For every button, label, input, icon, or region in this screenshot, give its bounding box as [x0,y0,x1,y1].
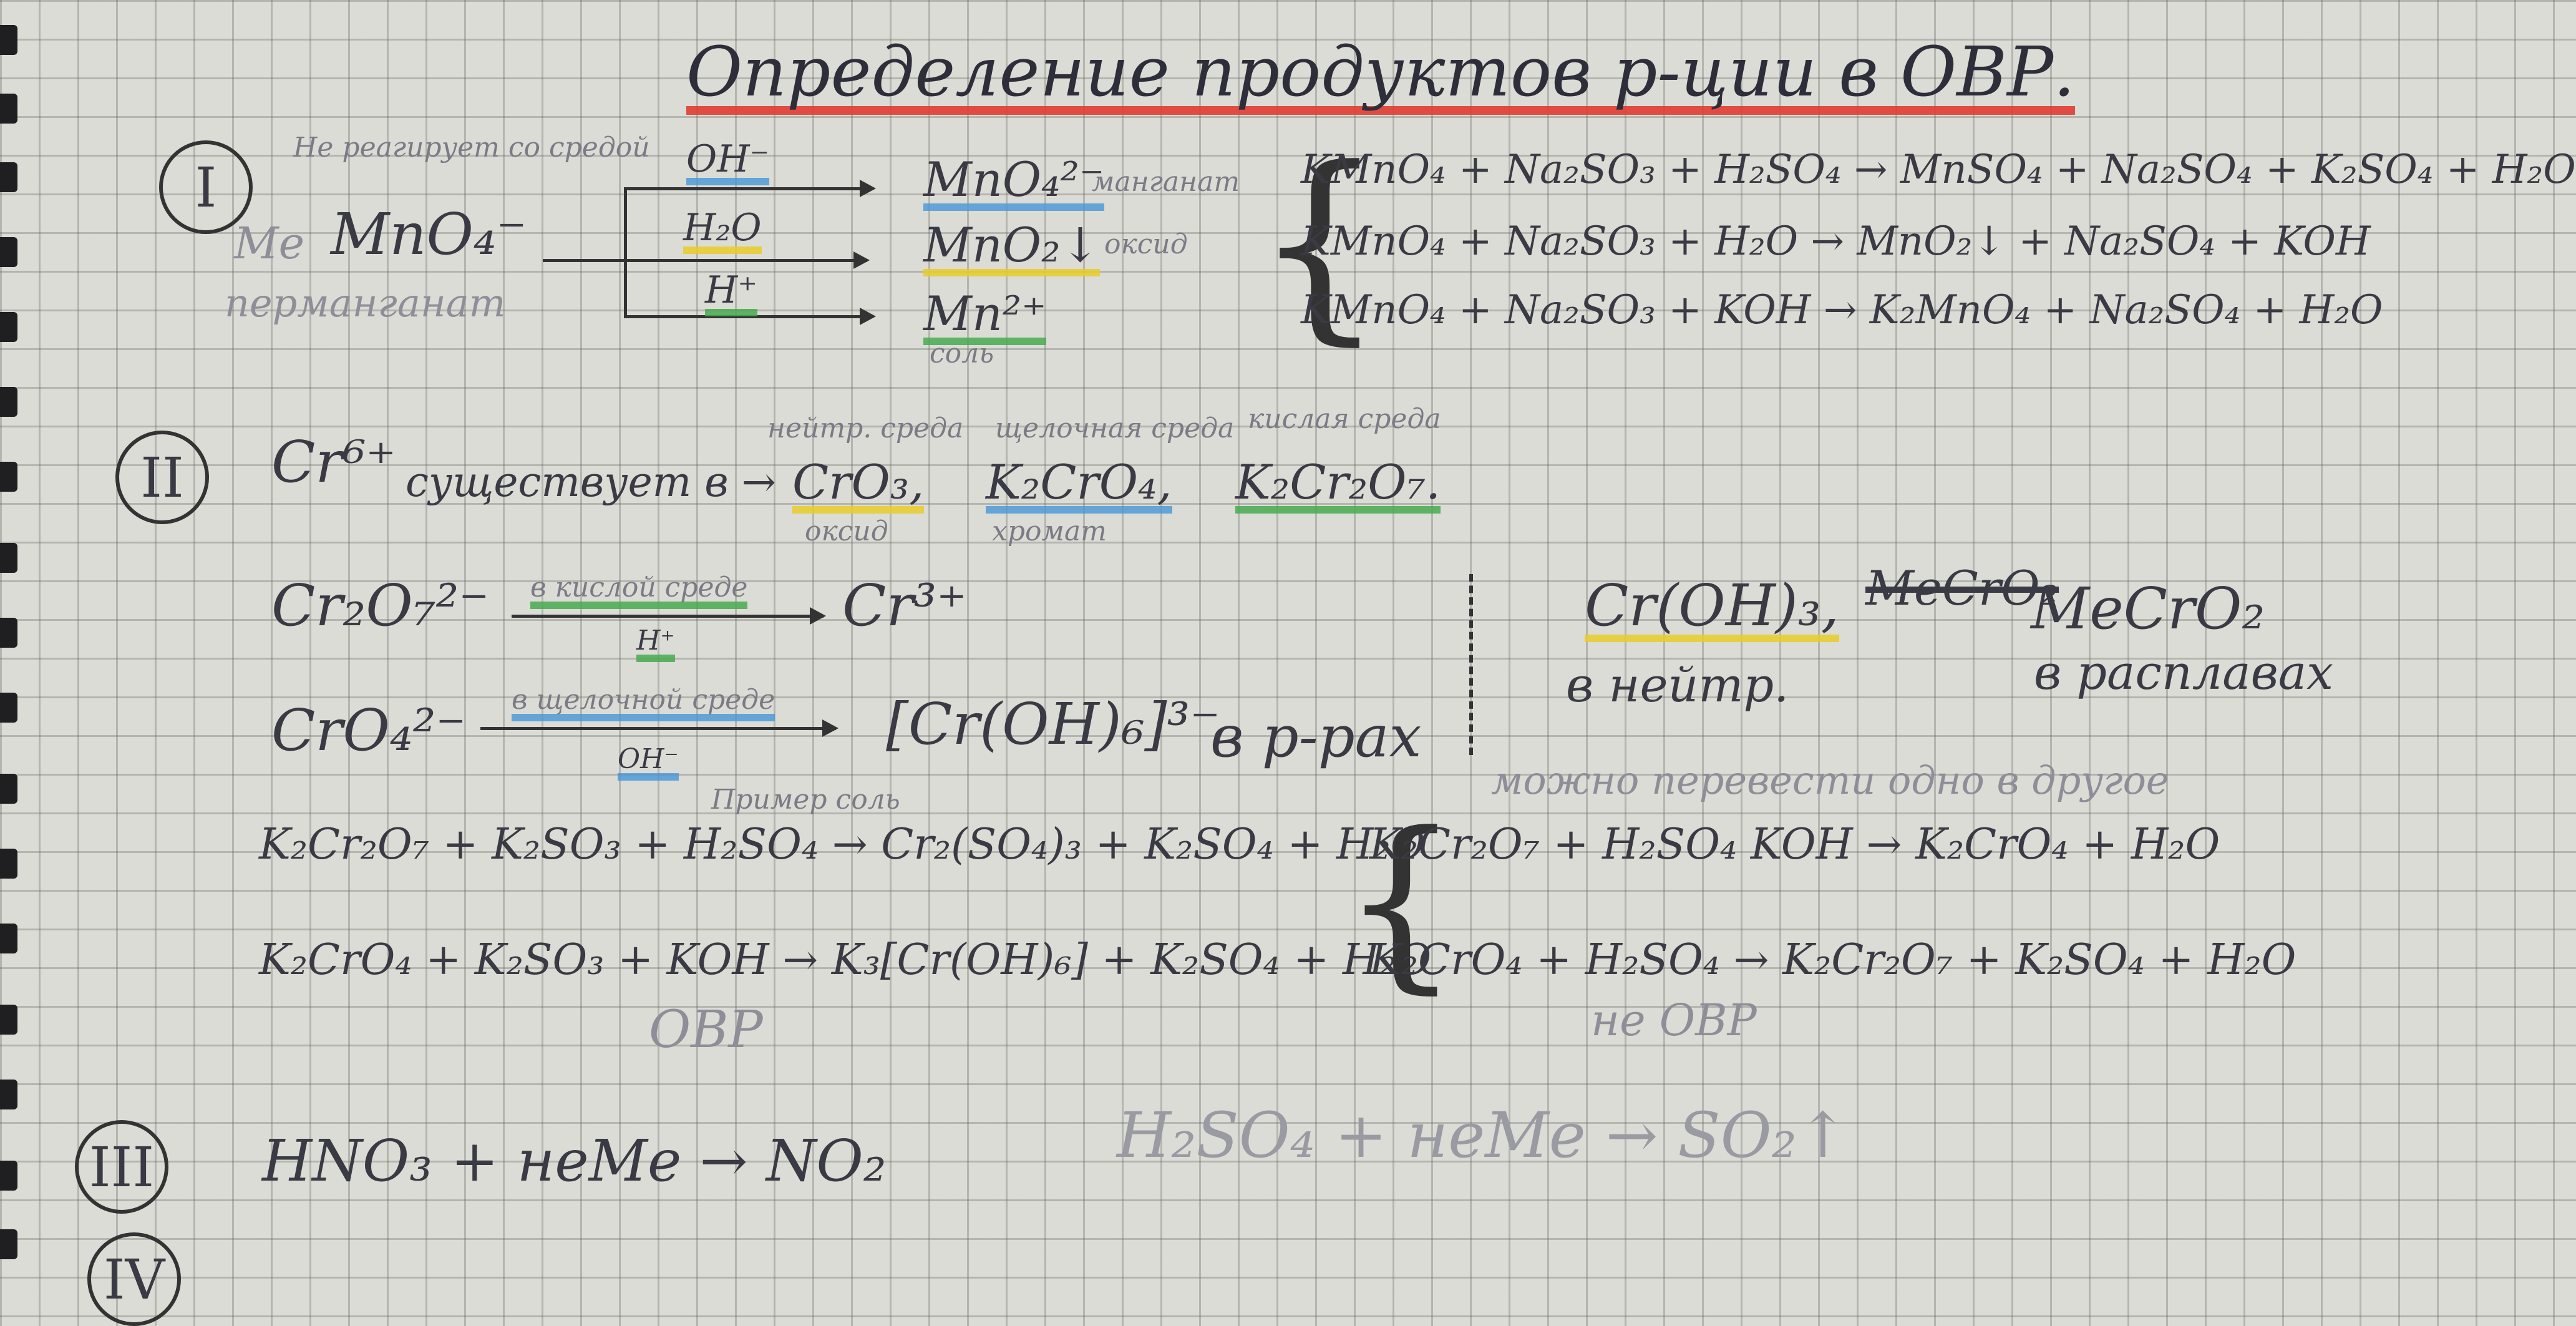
binder-ring [0,618,17,648]
binder-ring [0,237,17,267]
permanganate-name: перманганат [225,280,506,326]
melts-note: в расплавах [2034,645,2333,700]
alkaline-reagent: OH⁻ [618,746,679,781]
binder-ring [0,1005,17,1035]
product-salt-note: соль [930,338,994,369]
equation-2-3: K₂Cr₂O₇ + H₂SO₄ KOH → K₂CrO₄ + H₂O [1369,820,2220,869]
equation-1-1: KMnO₄ + Na₂SO₃ + H₂SO₄ → MnSO₄ + Na₂SO₄ + K₂SO₄ + H₂O [1301,147,2576,193]
binder-ring [0,1080,17,1109]
neutral-note: в нейтр. [1566,657,1789,713]
binder-ring [0,924,17,953]
medium-h2o: H₂O [683,209,762,254]
preparation-note: Пример соль [711,784,900,816]
equation-1-2: KMnO₄ + Na₂SO₃ + H₂O → MnO₂↓ + Na₂SO₄ + KOH [1301,218,2371,265]
struck-formula: MeCrO₂ [1865,560,2059,616]
arrow-reaction-1 [512,615,824,618]
section-3-numeral: III [75,1120,168,1214]
section-1-numeral: I [159,140,253,234]
equation-2-2: K₂CrO₄ + K₂SO₃ + KOH → K₃[Cr(OH)₆] + K₂SO₄ + H₂O [259,935,1432,985]
label-not-ovr: не ОВР [1591,995,1757,1046]
binder-ring [0,94,17,124]
permanganate-formula: MnO₄⁻ [331,201,527,268]
convert-note: можно перевести одно в другое [1491,758,2169,803]
product-manganate-note: манганат [1092,166,1240,198]
medium-oh: OH⁻ [686,140,769,185]
brace-section-1: { [1254,124,1385,363]
cr3-product: Cr³⁺ [842,572,967,639]
exists-text: существует в → [406,458,776,506]
medium-h: H⁺ [705,271,757,316]
hexahydroxo-product: [Cr(OH)₆]³⁻ [886,691,1220,758]
nitric-acid-reaction: HNO₃ + неMe → NO₂ [262,1128,887,1194]
binder-ring [0,25,17,55]
form-2-formula: K₂CrO₄, [986,459,1172,514]
arrow-main [543,259,867,262]
form-3-note-top: кислая среда [1248,403,1441,435]
arrow-branch-oh [624,187,873,190]
chromium-hydroxide: Cr(OH)₃, [1585,577,1839,642]
page-title: Определение продуктов р-ции в ОВР. [686,37,2075,115]
cr6-ion: Cr⁶⁺ [271,429,396,495]
arrow-reaction-2 [480,727,836,730]
binder-ring [0,462,17,492]
binder-ring [0,774,17,804]
chromite-formula: MeCrO₂ [2031,575,2265,642]
section-2-numeral: II [115,431,209,524]
divider-dashed [1469,574,1477,755]
brace-section-2: { [1341,792,1461,1010]
binder-ring [0,543,17,573]
in-solutions: в р-рах [1210,703,1422,770]
form-2-note-bottom: хромат [992,515,1107,547]
product-oxide: MnO₂↓ [923,222,1100,276]
product-mn-ion: Mn²⁺ [923,290,1046,345]
binder-ring [0,312,17,342]
equation-2-1: K₂Cr₂O₇ + K₂SO₃ + H₂SO₄ → Cr₂(SO₄)₃ + K₂SO₄ + H₂O [259,820,1426,869]
equation-1-3: KMnO₄ + Na₂SO₃ + KOH → K₂MnO₄ + Na₂SO₄ + H₂O [1301,287,2383,333]
acid-reagent: H⁺ [636,627,675,662]
note-no-react: Не реагирует со средой [293,132,650,163]
section-4-numeral: IV [87,1232,181,1326]
chromate-ion: CrO₄²⁻ [271,697,467,764]
acid-condition: в кислой среде [530,574,747,609]
alkaline-condition: в щелочной среде [512,686,775,721]
branch-line [624,187,627,315]
binder-ring [0,1161,17,1191]
label-ovr: ОВР [649,1000,763,1060]
form-2-note-top: щелочная среда [995,412,1235,444]
product-oxide-note: оксид [1104,228,1188,260]
dichromate-ion: Cr₂O₇²⁻ [271,572,489,639]
form-1-note-top: нейтр. среда [767,412,964,444]
binder-ring [0,849,17,879]
sulfuric-acid-reaction: H₂SO₄ + неMe → SO₂↑ [1117,1099,1849,1172]
binder-ring [0,387,17,417]
metal-label: Me [234,218,305,269]
binder-ring [0,162,17,192]
equation-2-4: K₂CrO₄ + H₂SO₄ → K₂Cr₂O₇ + K₂SO₄ + H₂O [1369,935,2297,985]
product-manganate: MnO₄²⁻ [923,156,1104,211]
form-3-formula: K₂Cr₂O₇. [1235,459,1441,514]
form-1-formula: CrO₃, [792,459,924,514]
form-1-note-bottom: оксид [805,515,888,547]
binder-ring [0,693,17,723]
binder-ring [0,1229,17,1259]
